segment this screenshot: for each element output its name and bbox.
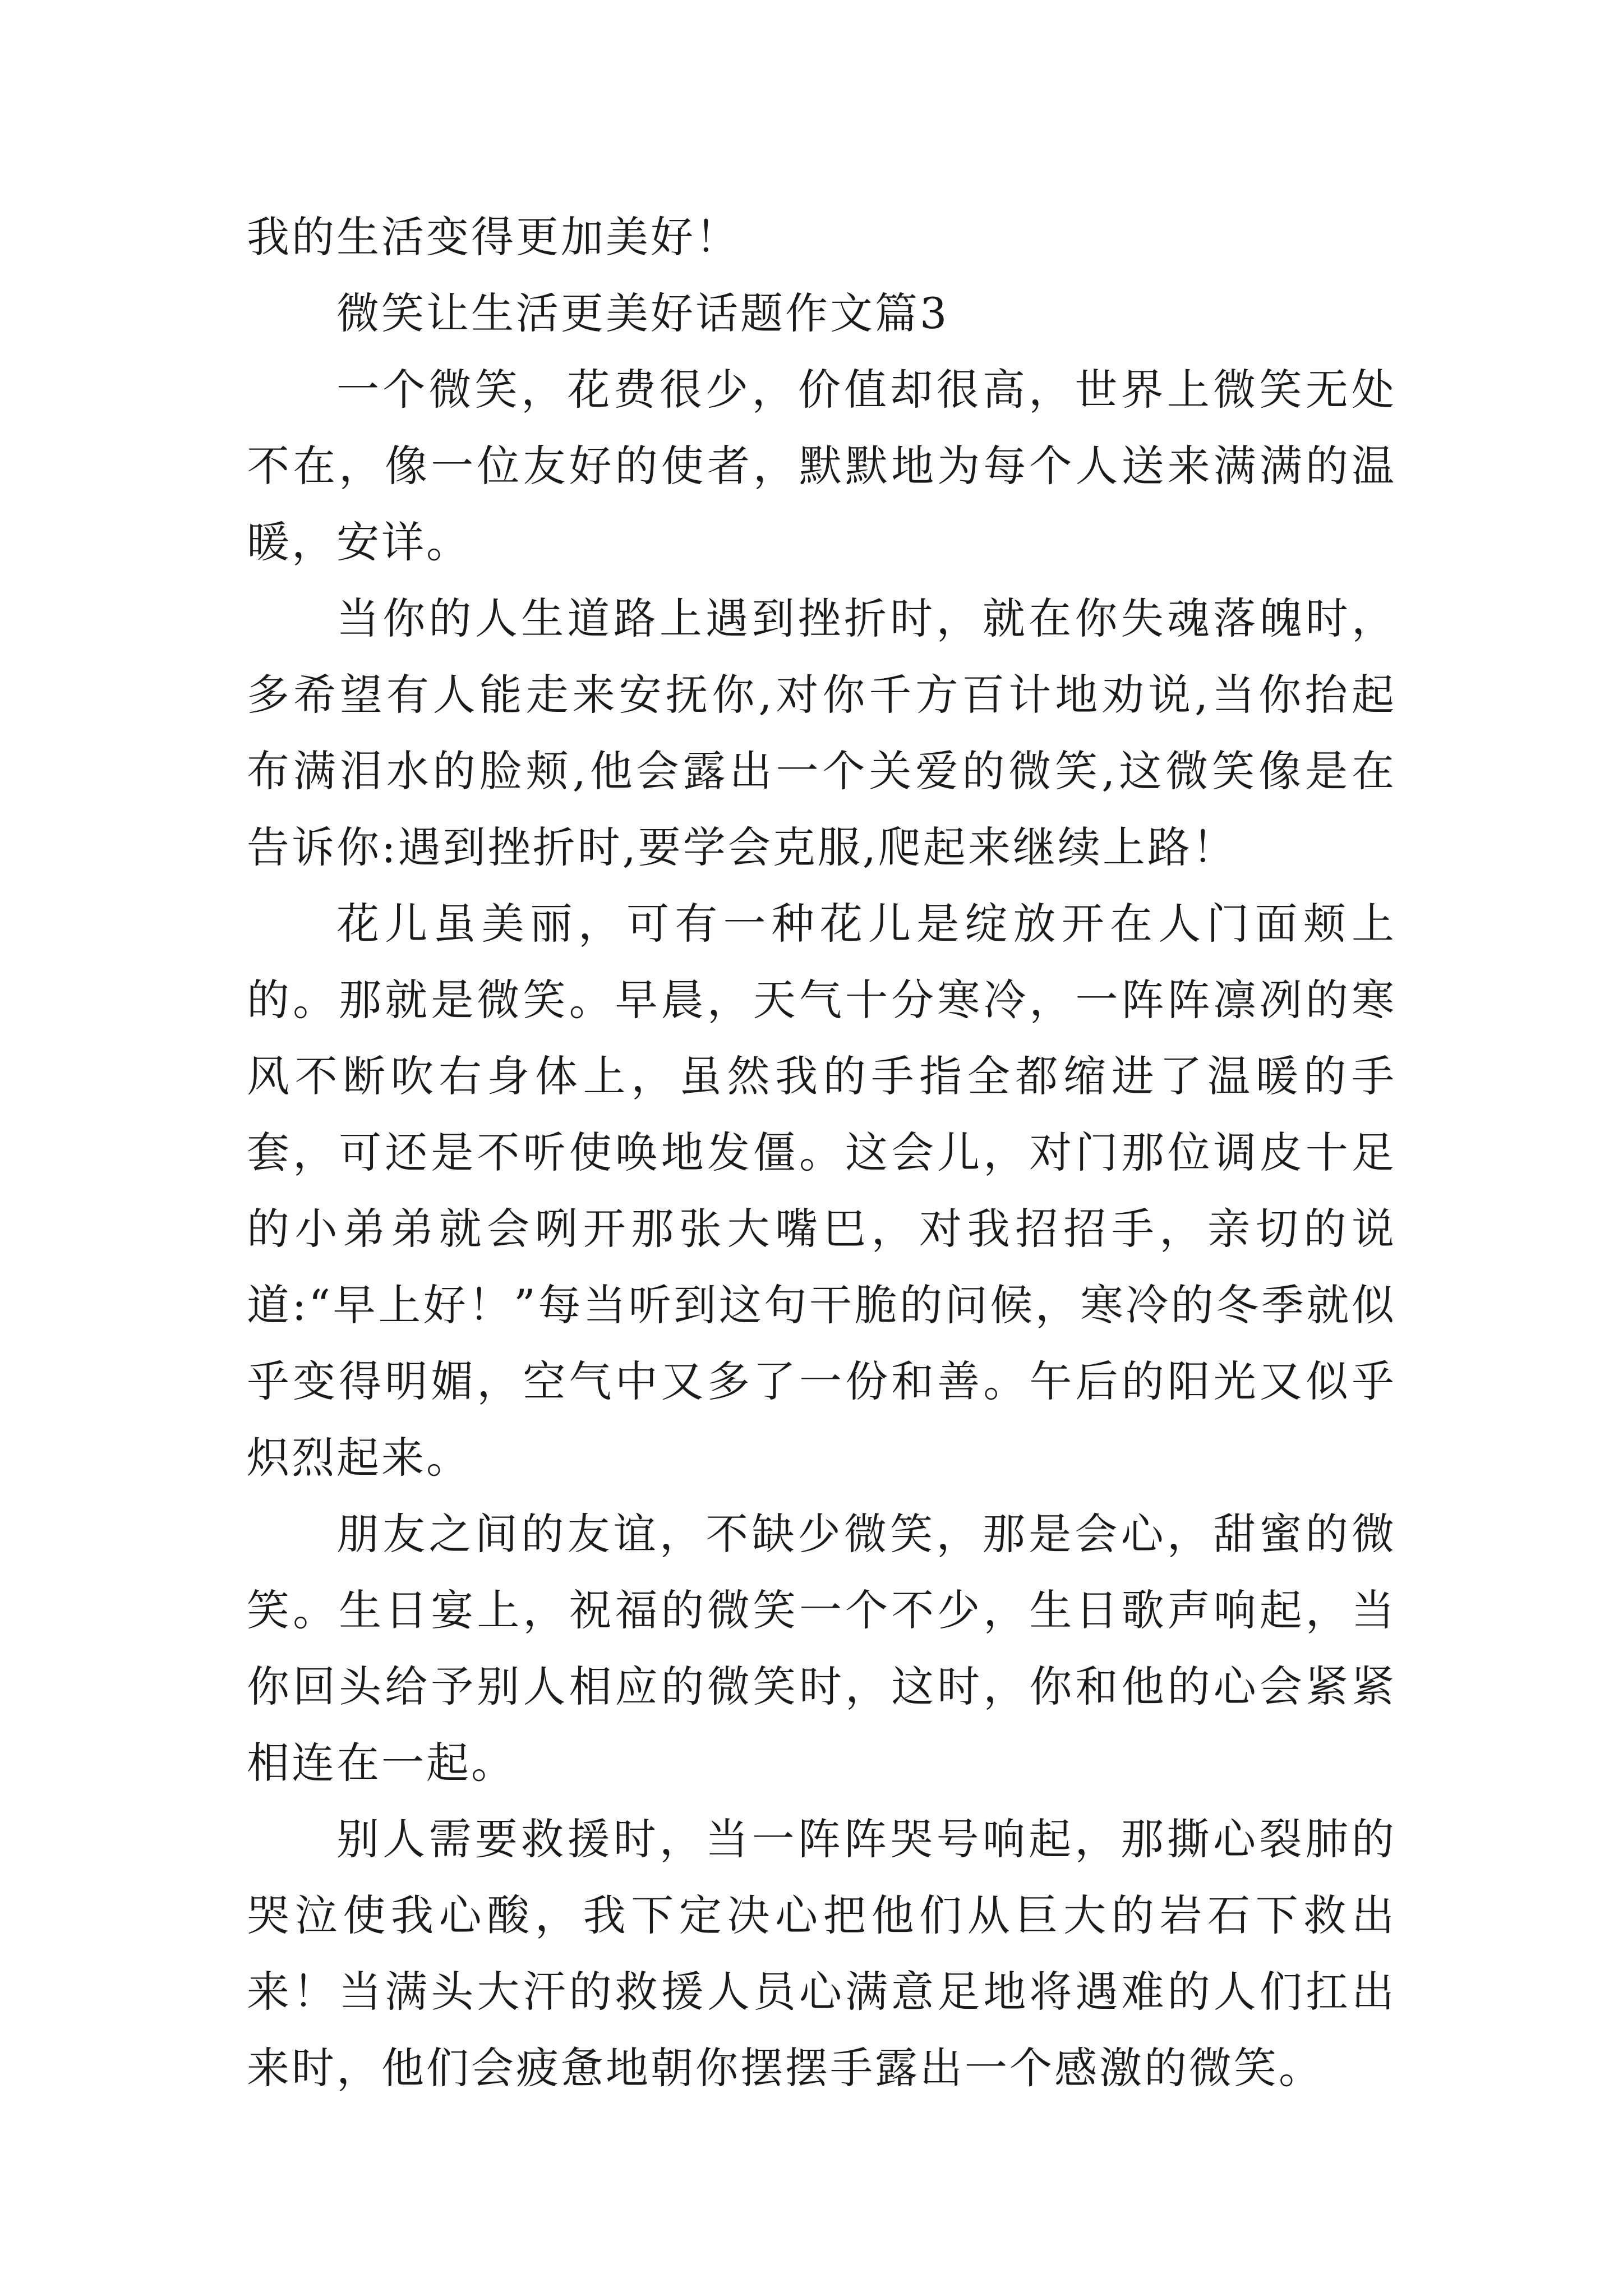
essay-heading: 微笑让生活更美好话题作文篇3 xyxy=(336,288,949,338)
paragraph: 别人需要救援时，当一阵阵哭号响起，那撕心裂肺的哭泣使我心酸，我下定决心把他们从巨大的岩石下救出来！当满头大汗的救援人员心满意足地将遇难的人们扛出来时，他们会疲惫地朝你摆摆手露出一个感激的微笑。 xyxy=(247,1814,1396,2093)
paragraph-continuation: 我的生活变得更加美好！ xyxy=(247,212,740,262)
paragraph: 当你的人生道路上遇到挫折时，就在你失魂落魄时，多希望有人能走来安抚你,对你千方百计地劝说,当你抬起布满泪水的脸颊,他会露出一个关爱的微笑,这微笑像是在告诉你:遇到挫折时,要学会克服,爬起来继续上路！ xyxy=(247,593,1396,872)
paragraph: 一个微笑，花费很少，价值却很高，世界上微笑无处不在，像一位友好的使者，默默地为每个人送来满满的温暖，安详。 xyxy=(247,365,1396,567)
paragraph: 朋友之间的友谊，不缺少微笑，那是会心，甜蜜的微笑。生日宴上，祝福的微笑一个不少，生日歌声响起，当你回头给予别人相应的微笑时，这时，你和他的心会紧紧相连在一起。 xyxy=(247,1509,1396,1788)
paragraph: 花儿虽美丽，可有一种花儿是绽放开在人门面颊上的。那就是微笑。早晨，天气十分寒冷，一阵阵凛冽的寒风不断吹右身体上，虽然我的手指全都缩进了温暖的手套，可还是不听使唤地发僵。这会儿，对门那位调皮十足的小弟弟就会咧开那张大嘴巴，对我招招手，亲切的说道:“早上好！”每当听到这句干脆的问候，寒冷的冬季就似乎变得明媚，空气中又多了一份和善。午后的阳光又似乎炽烈起来。 xyxy=(247,899,1396,1483)
document-body xyxy=(247,199,1396,2106)
